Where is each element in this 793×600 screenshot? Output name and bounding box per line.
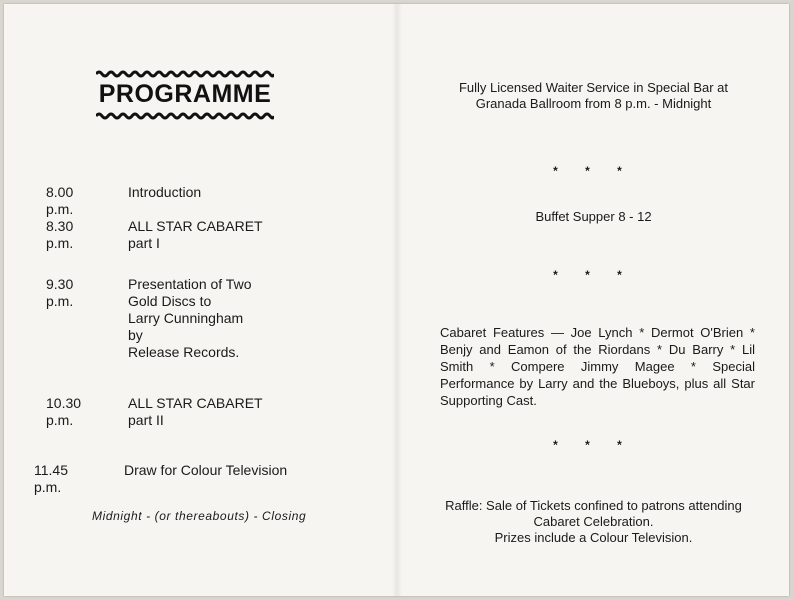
bar-service-text [398, 80, 789, 112]
schedule-line: by [128, 327, 143, 343]
star-separator: * * * [553, 268, 634, 282]
schedule-line: part I [128, 235, 160, 251]
schedule-line: ALL STAR CABARET [128, 395, 263, 411]
schedule-description [128, 218, 263, 252]
schedule-time: 10.30 p.m. [46, 395, 82, 428]
schedule-line: Release Records. [128, 344, 240, 360]
raffle-line: Prizes include a Colour Television. [494, 530, 693, 545]
buffet-text: Buffet Supper 8 - 12 [535, 209, 652, 224]
closing-note: Midnight - (or thereabouts) - Closing [92, 509, 307, 523]
schedule-description [128, 184, 201, 201]
schedule-description [124, 462, 287, 479]
programme-heading: PROGRAMME [98, 80, 272, 108]
raffle-line: Raffle: Sale of Tickets confined to patrons attending [445, 498, 742, 513]
schedule-time: 8.00 p.m. [46, 184, 74, 217]
schedule-line: Introduction [128, 184, 202, 200]
wavy-border-top [96, 70, 274, 78]
schedule-line: part II [128, 412, 164, 428]
schedule-line: ALL STAR CABARET [128, 218, 263, 234]
programme-heading-box [96, 70, 274, 120]
schedule-time: 9.30 p.m. [46, 276, 74, 309]
cabaret-features-text: Cabaret Features — Joe Lynch * Dermot O'Brien * Benjy and Eamon of the Riordans * Du Barry * Lil Smith * Compere Jimmy Magee * Special Performance by Larry and the Blueboys, plus all Star Supporting Cast. [440, 325, 755, 408]
wavy-border-bottom [96, 112, 274, 120]
star-separator: * * * [553, 164, 634, 178]
raffle-line: Cabaret Celebration. [533, 514, 654, 529]
schedule-line: Gold Discs to [128, 293, 212, 309]
schedule-time: 8.30 p.m. [46, 218, 74, 251]
schedule-description [128, 395, 263, 429]
right-panel [398, 4, 789, 596]
left-panel [4, 4, 394, 596]
schedule-line: Presentation of Two [128, 276, 252, 292]
star-separator: * * * [553, 438, 634, 452]
bar-service-line: Granada Ballroom from 8 p.m. - Midnight [475, 96, 712, 111]
raffle-text [398, 498, 789, 546]
bar-service-line: Fully Licensed Waiter Service in Special Bar at [458, 80, 729, 95]
schedule-time: 11.45 p.m. [34, 462, 68, 495]
schedule-description [128, 276, 251, 361]
schedule-line: Larry Cunningham [128, 310, 244, 326]
schedule-line: Draw for Colour Television [124, 462, 288, 478]
